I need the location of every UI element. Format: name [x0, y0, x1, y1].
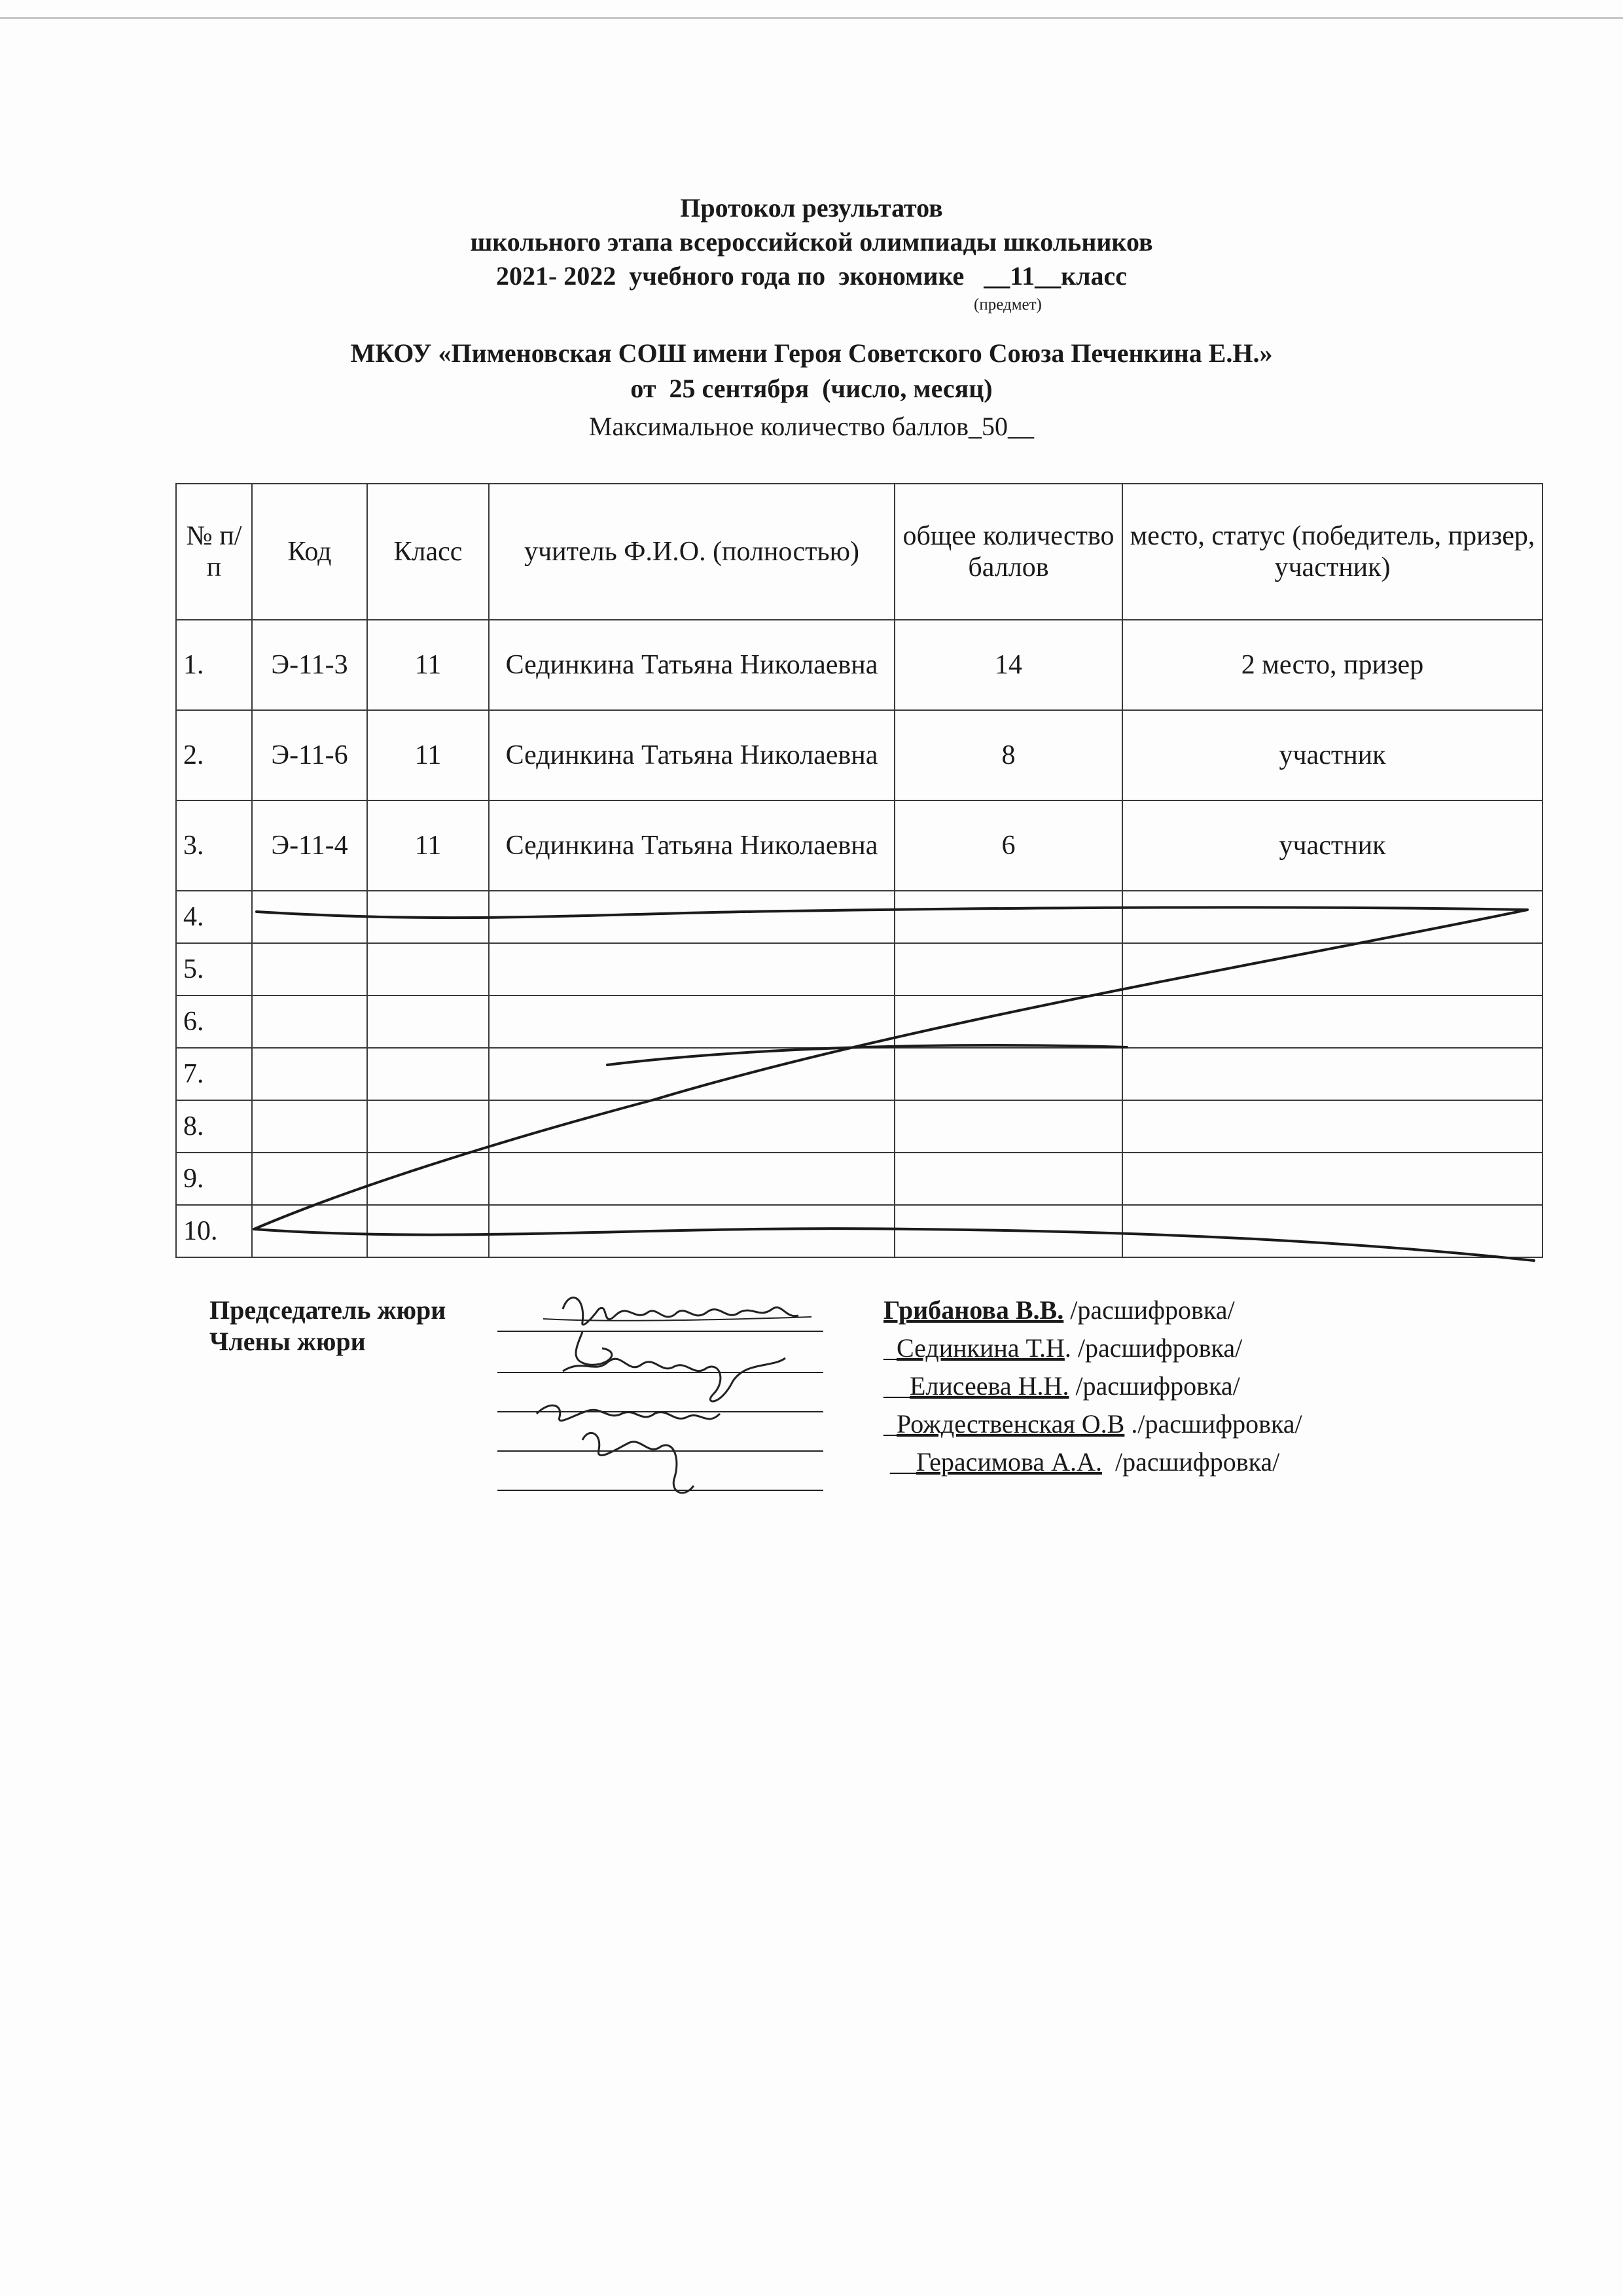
member-name: Сединкина Т.Н	[897, 1333, 1065, 1363]
decode-suffix: /расшифровка/	[1101, 1447, 1280, 1477]
results-table	[175, 483, 1543, 1258]
table-row	[176, 620, 1543, 710]
signature-line-chair	[497, 1331, 823, 1332]
protocol-date: от 25 сентября (число, месяц)	[630, 374, 993, 403]
signature-line-member	[497, 1490, 823, 1491]
header-code: Код	[252, 484, 367, 620]
protocol-title: Протокол результатов	[680, 193, 943, 223]
member-decode: _Рождественская О.В ./расшифровка/	[883, 1409, 1302, 1439]
row-code: Э-11-4	[252, 800, 367, 891]
header-grade: Класс	[367, 484, 489, 620]
member-decode: __Герасимова А.А. /расшифровка/	[890, 1447, 1280, 1477]
member-decode: __Елисеева Н.Н. /расшифровка/	[883, 1371, 1240, 1401]
row-code: Э-11-6	[252, 710, 367, 800]
header-number: № п/п	[176, 484, 252, 620]
row-score: 6	[895, 800, 1122, 891]
row-grade: 11	[367, 620, 489, 710]
table-row-empty	[176, 1048, 1543, 1100]
row-number: 3.	[176, 800, 252, 891]
table-row	[176, 800, 1543, 891]
header-status: место, статус (победитель, призер, участник)	[1122, 484, 1543, 620]
row-status: участник	[1122, 800, 1543, 891]
decode-suffix: ./расшифровка/	[1124, 1409, 1302, 1439]
decode-label: /расшифровка/	[1063, 1295, 1235, 1325]
header-teacher: учитель Ф.И.О. (полностью)	[489, 484, 895, 620]
row-number: 6.	[176, 996, 252, 1048]
row-teacher: Сединкина Татьяна Николаевна	[489, 710, 895, 800]
member-name: Герасимова А.А.	[916, 1447, 1102, 1477]
table-row-empty	[176, 1100, 1543, 1153]
row-status: 2 место, призер	[1122, 620, 1543, 710]
decode-suffix: /расшифровка/	[1069, 1371, 1240, 1401]
school-name: МКОУ «Пименовская СОШ имени Героя Советского Союза Печенкина Е.Н.»	[350, 338, 1273, 368]
row-number: 1.	[176, 620, 252, 710]
subject-note: (предмет)	[974, 296, 1042, 314]
row-number: 4.	[176, 891, 252, 943]
max-score: Максимальное количество баллов_50__	[588, 412, 1035, 441]
row-code: Э-11-3	[252, 620, 367, 710]
handwritten-signatures	[524, 1283, 838, 1532]
decode-suffix: . /расшифровка/	[1064, 1333, 1243, 1363]
signature-line-member	[497, 1411, 823, 1412]
row-teacher: Сединкина Татьяна Николаевна	[489, 800, 895, 891]
table-row-empty	[176, 1205, 1543, 1257]
row-number: 7.	[176, 1048, 252, 1100]
member-name: Рождественская О.В	[897, 1409, 1125, 1439]
protocol-subtitle: школьного этапа всероссийской олимпиады школьников	[470, 227, 1153, 257]
protocol-year-subject: 2021- 2022 учебного года по экономике __11__класс	[495, 261, 1128, 291]
row-grade: 11	[367, 710, 489, 800]
row-score: 14	[895, 620, 1122, 710]
table-row-empty	[176, 891, 1543, 943]
table-row-empty	[176, 996, 1543, 1048]
row-number: 10.	[176, 1205, 252, 1257]
chair-decode	[883, 1295, 1235, 1325]
row-number: 2.	[176, 710, 252, 800]
signature-line-member	[497, 1450, 823, 1452]
scan-edge-line	[0, 17, 1623, 19]
row-teacher: Сединкина Татьяна Николаевна	[489, 620, 895, 710]
chair-name: Грибанова В.В.	[883, 1295, 1064, 1325]
jury-chair-label: Председатель жюри	[209, 1295, 446, 1325]
row-status: участник	[1122, 710, 1543, 800]
row-number: 9.	[176, 1153, 252, 1205]
table-row	[176, 710, 1543, 800]
table-row-empty	[176, 943, 1543, 996]
header-score: общее количество баллов	[895, 484, 1122, 620]
signature-line-member	[497, 1372, 823, 1373]
table-row-empty	[176, 1153, 1543, 1205]
jury-members-label: Члены жюри	[209, 1327, 366, 1356]
protocol-header	[0, 191, 1623, 293]
row-number: 8.	[176, 1100, 252, 1153]
row-score: 8	[895, 710, 1122, 800]
row-number: 5.	[176, 943, 252, 996]
table-header-row	[176, 484, 1543, 620]
member-decode: _Сединкина Т.Н. /расшифровка/	[883, 1333, 1243, 1363]
member-name: Елисеева Н.Н.	[910, 1371, 1069, 1401]
row-grade: 11	[367, 800, 489, 891]
